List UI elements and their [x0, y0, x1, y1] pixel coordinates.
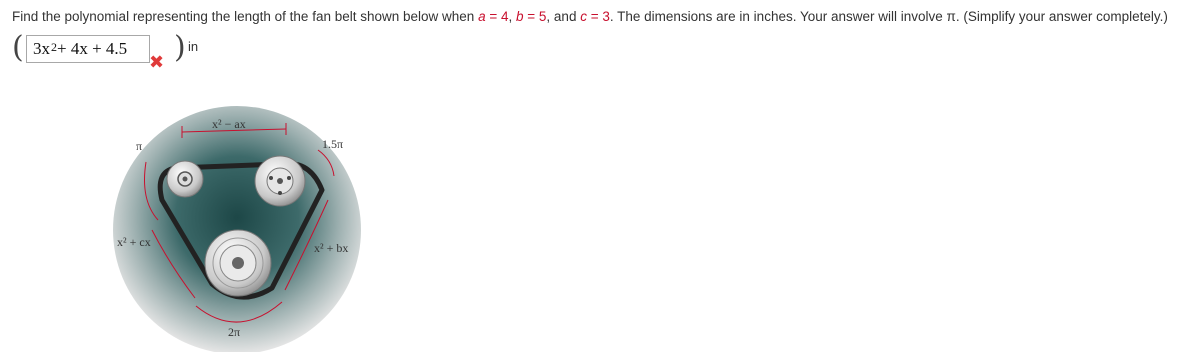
- bottom-pulley: [205, 230, 271, 296]
- right-pulley: [255, 156, 305, 206]
- answer-input[interactable]: 3x $^2$ + 4x + 4.5: [26, 35, 150, 63]
- left-side-label: x² + cx: [117, 235, 151, 249]
- top-length-label: x² − ax: [212, 117, 246, 131]
- left-pulley: [167, 161, 203, 197]
- right-arc-label: 1.5π: [322, 137, 344, 151]
- fan-belt-figure: [100, 80, 390, 352]
- open-paren: (: [12, 30, 24, 65]
- right-side-label: x² + bx: [314, 241, 349, 255]
- var-b: b = 5: [516, 9, 547, 24]
- close-paren: ): [174, 30, 186, 65]
- var-a: a = 4: [478, 9, 509, 24]
- var-c: c = 3: [580, 9, 610, 24]
- unit-label: in: [188, 39, 199, 54]
- x-mark-icon: ✖: [149, 52, 165, 72]
- question-text: Find the polynomial representing the length of the fan belt shown below when a = 4, b = 5, and c = 3. The dimensions are in inches. Your answer will involve π. (Simplify your answer completely.): [12, 9, 1168, 24]
- left-arc-label: π: [136, 139, 143, 153]
- bottom-arc-label: 2π: [228, 325, 241, 339]
